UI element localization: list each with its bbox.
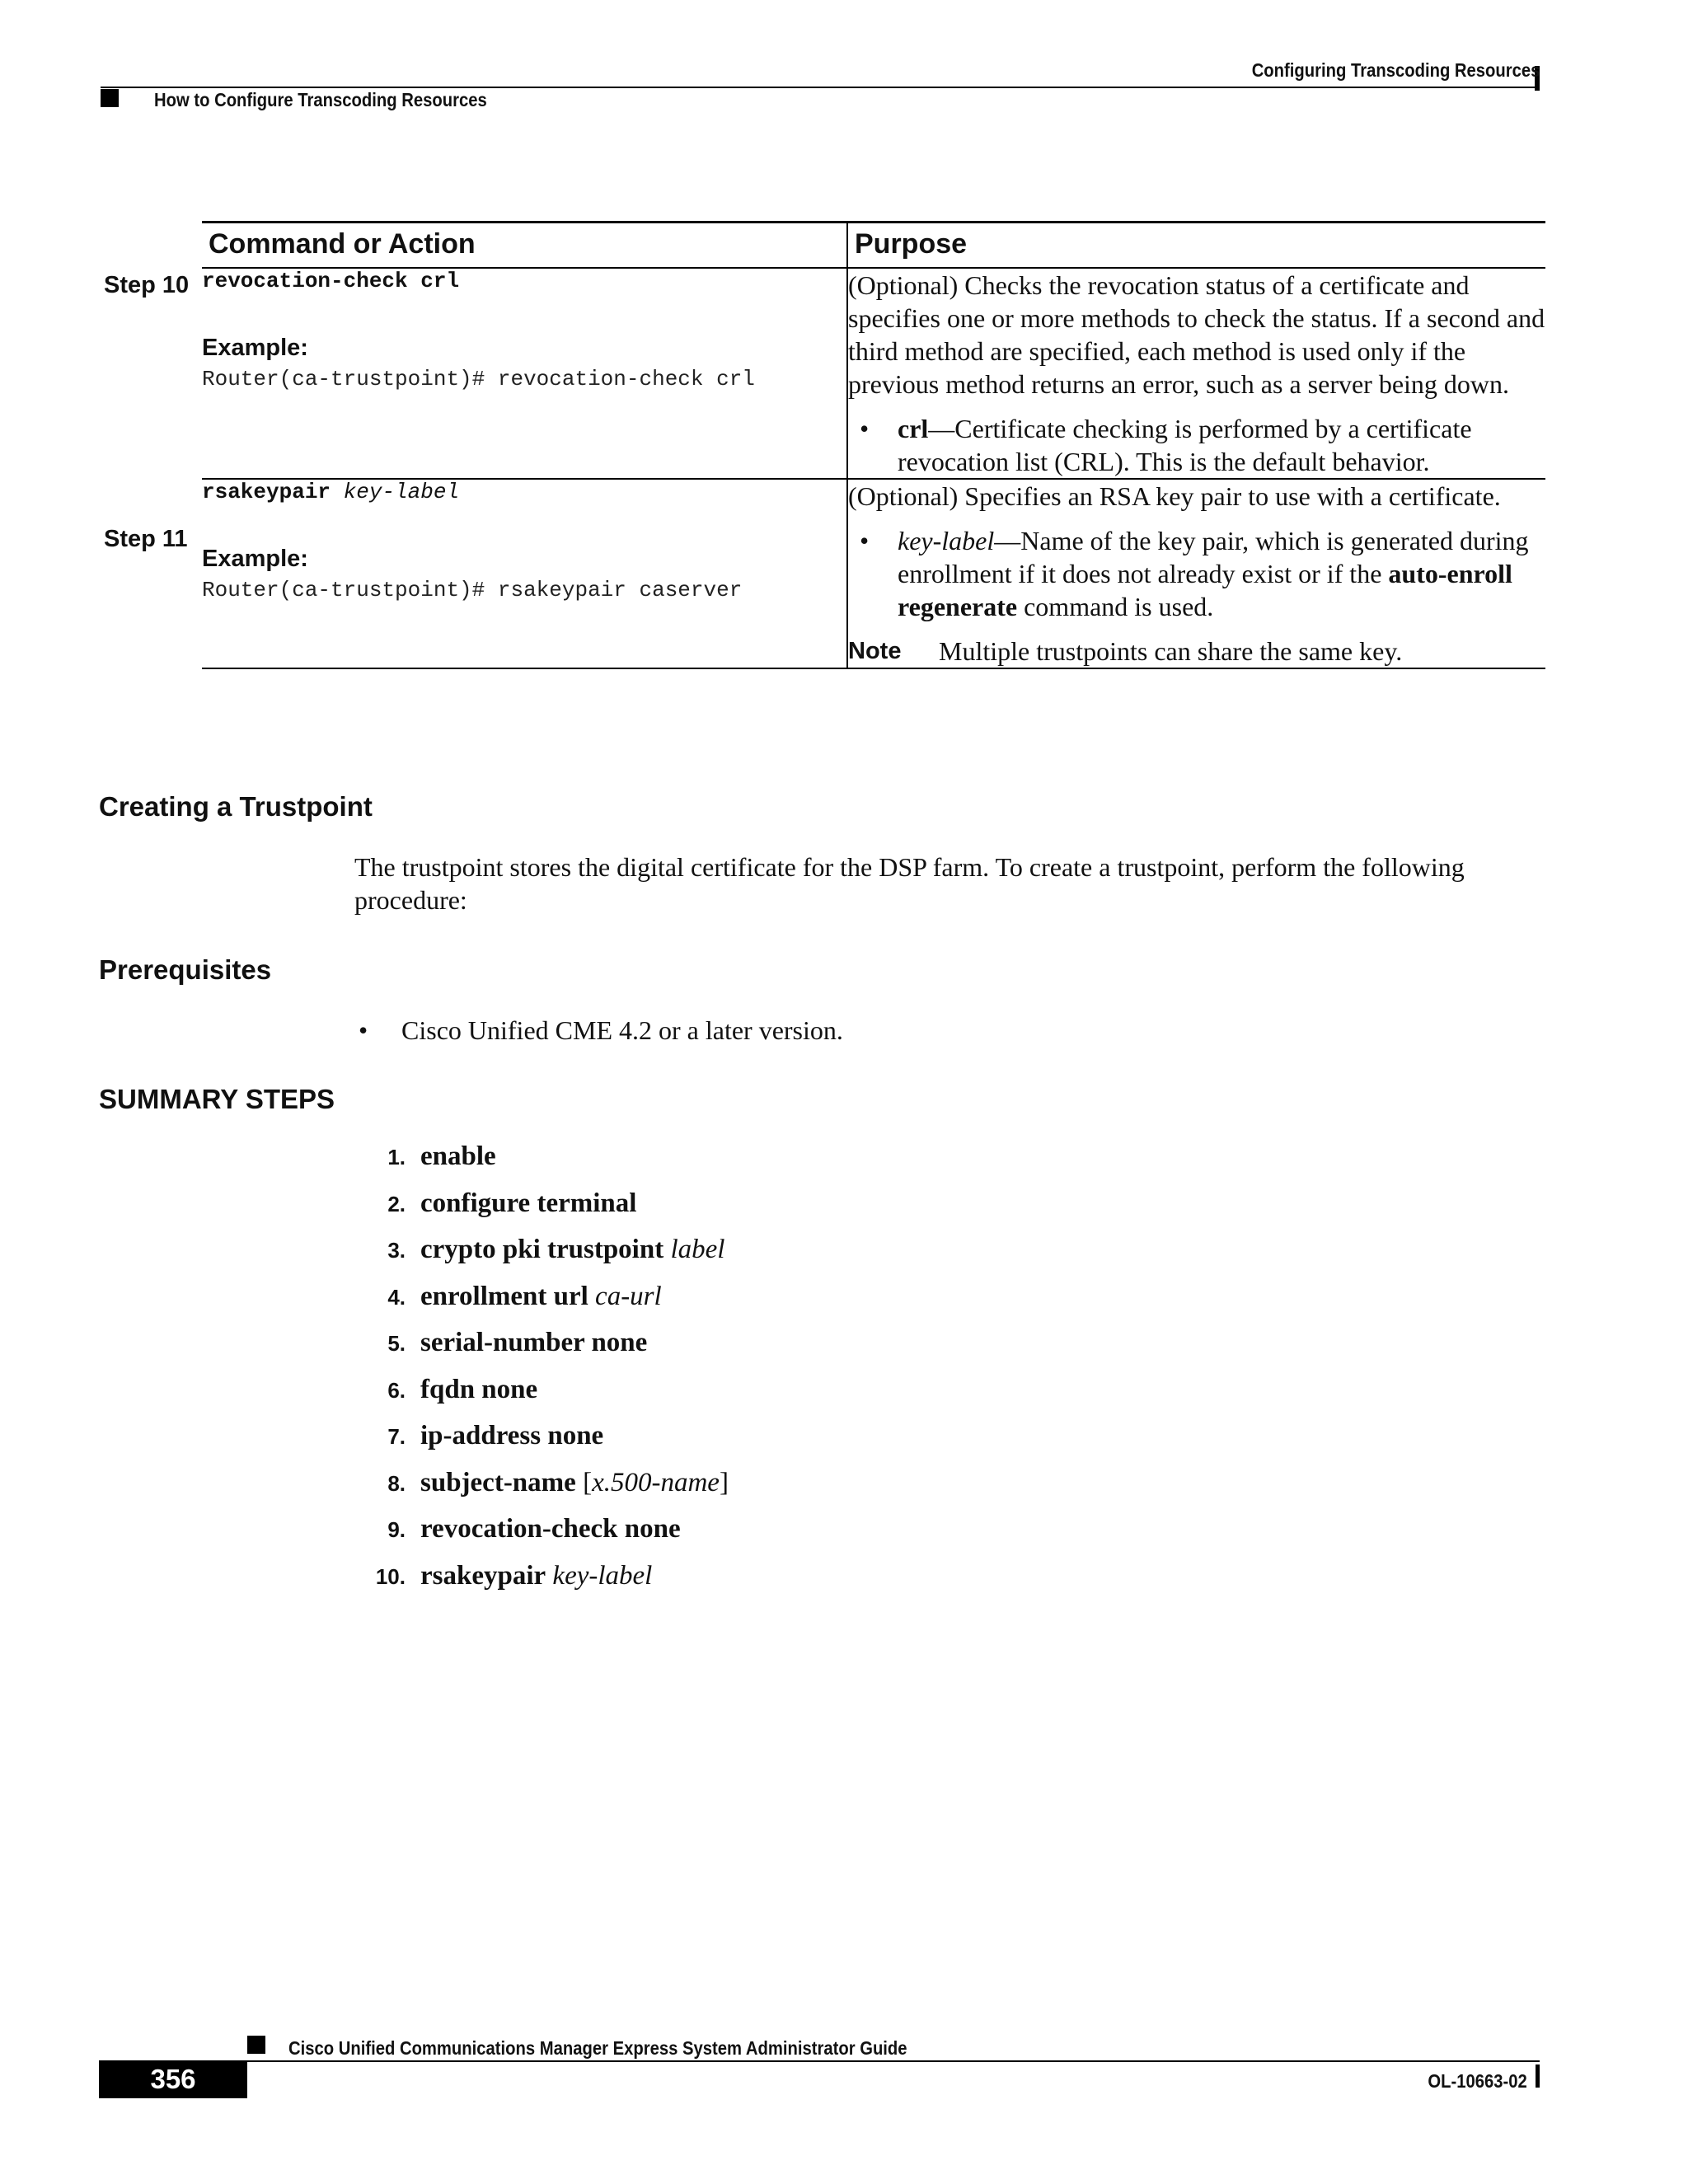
table-row — [202, 268, 1545, 479]
example-code: Router(ca-trustpoint)# revocation-check crl — [202, 367, 755, 391]
bullet-icon: • — [359, 1015, 368, 1045]
step-label: Step 11 — [104, 526, 188, 552]
example-label: Example: — [202, 335, 308, 361]
bullet-text: —Certificate checking is performed by a certificate revocation list (CRL). This is the default behavior. — [898, 414, 1472, 476]
bullet-text: —Name of the key pair, which is generated during enrollment if it does not already exist or if the — [898, 526, 1529, 588]
note — [848, 635, 1545, 668]
creating-paragraph: The trustpoint stores the digital certificate for the DSP farm. To create a trustpoint, perform the following procedure: — [354, 852, 1465, 915]
note-label: Note — [848, 638, 902, 664]
bullet-icon: • — [860, 414, 870, 443]
command-text: rsakeypair key-label — [202, 480, 460, 504]
command-text: revocation-check crl — [202, 269, 460, 293]
list-item: 1. enable — [387, 1141, 496, 1171]
list-item: 7. ip-address none — [387, 1421, 604, 1451]
purpose-cell — [847, 268, 1545, 479]
section-heading-summary-steps: SUMMARY STEPS — [99, 1084, 335, 1114]
list-item: 8. subject-name [ x.500-name ] — [387, 1467, 729, 1497]
bullet-icon: • — [860, 526, 870, 555]
footer-rule — [247, 2060, 1540, 2062]
step-label: Step 10 — [104, 272, 190, 298]
bullet-bold: auto-enroll regenerate — [898, 559, 1512, 621]
header-rule — [101, 87, 1538, 88]
footer-square-mark — [247, 2036, 265, 2054]
list-item: 6. fqdn none — [387, 1374, 538, 1404]
note-text: Multiple trustpoints can share the same key. — [939, 636, 1403, 666]
example-code: Router(ca-trustpoint)# rsakeypair caserver — [202, 578, 743, 602]
footer-doc-number: OL-10663-02 — [1428, 2070, 1527, 2092]
running-header-chapter: Configuring Transcoding Resources — [1251, 59, 1540, 81]
section-heading-creating-trustpoint: Creating a Trustpoint — [99, 791, 373, 822]
command-cell — [202, 479, 847, 668]
command-argument: key-label — [343, 480, 460, 504]
purpose-cell — [847, 479, 1545, 668]
bullet-item — [848, 412, 1545, 478]
column-header-purpose: Purpose — [847, 223, 1545, 269]
purpose-text: (Optional) Checks the revocation status of a certificate and specifies one or more methods to check the status. If a second and third method are specified, each method is used only if the previous method returns an error, such as a server being down. — [848, 270, 1545, 399]
list-item: 5. serial-number none — [387, 1328, 648, 1357]
list-item: 9. revocation-check none — [387, 1514, 681, 1544]
list-item: 2. configure terminal — [387, 1188, 637, 1218]
command-table — [202, 221, 1545, 669]
example-label: Example: — [202, 546, 308, 572]
prerequisite-item — [359, 1014, 1550, 1047]
table-header-row — [202, 223, 1545, 269]
summary-steps-list — [346, 1141, 729, 1607]
footer-bar-mark — [1536, 2064, 1540, 2088]
column-header-command: Command or Action — [202, 223, 847, 269]
section-heading-prerequisites: Prerequisites — [99, 954, 272, 985]
list-item: 3. crypto pki trustpoint label — [387, 1235, 725, 1264]
list-item: 4. enrollment url ca-url — [387, 1281, 662, 1311]
bullet-term: crl — [898, 414, 929, 443]
bullet-term: key-label — [898, 526, 995, 555]
table-row — [202, 479, 1545, 668]
footer-guide-title: Cisco Unified Communications Manager Express System Administrator Guide — [288, 2037, 907, 2059]
running-header-section: How to Configure Transcoding Resources — [154, 89, 487, 110]
bullet-item — [848, 524, 1545, 623]
page-number: 356 — [99, 2060, 247, 2098]
list-item: 10. rsakeypair key-label — [375, 1560, 653, 1591]
command-cell — [202, 268, 847, 479]
header-square-mark — [101, 89, 119, 107]
purpose-text: (Optional) Specifies an RSA key pair to use with a certificate. — [848, 481, 1501, 511]
prerequisite-text: Cisco Unified CME 4.2 or a later version. — [401, 1015, 843, 1045]
bullet-tail: command is used. — [1017, 592, 1214, 621]
